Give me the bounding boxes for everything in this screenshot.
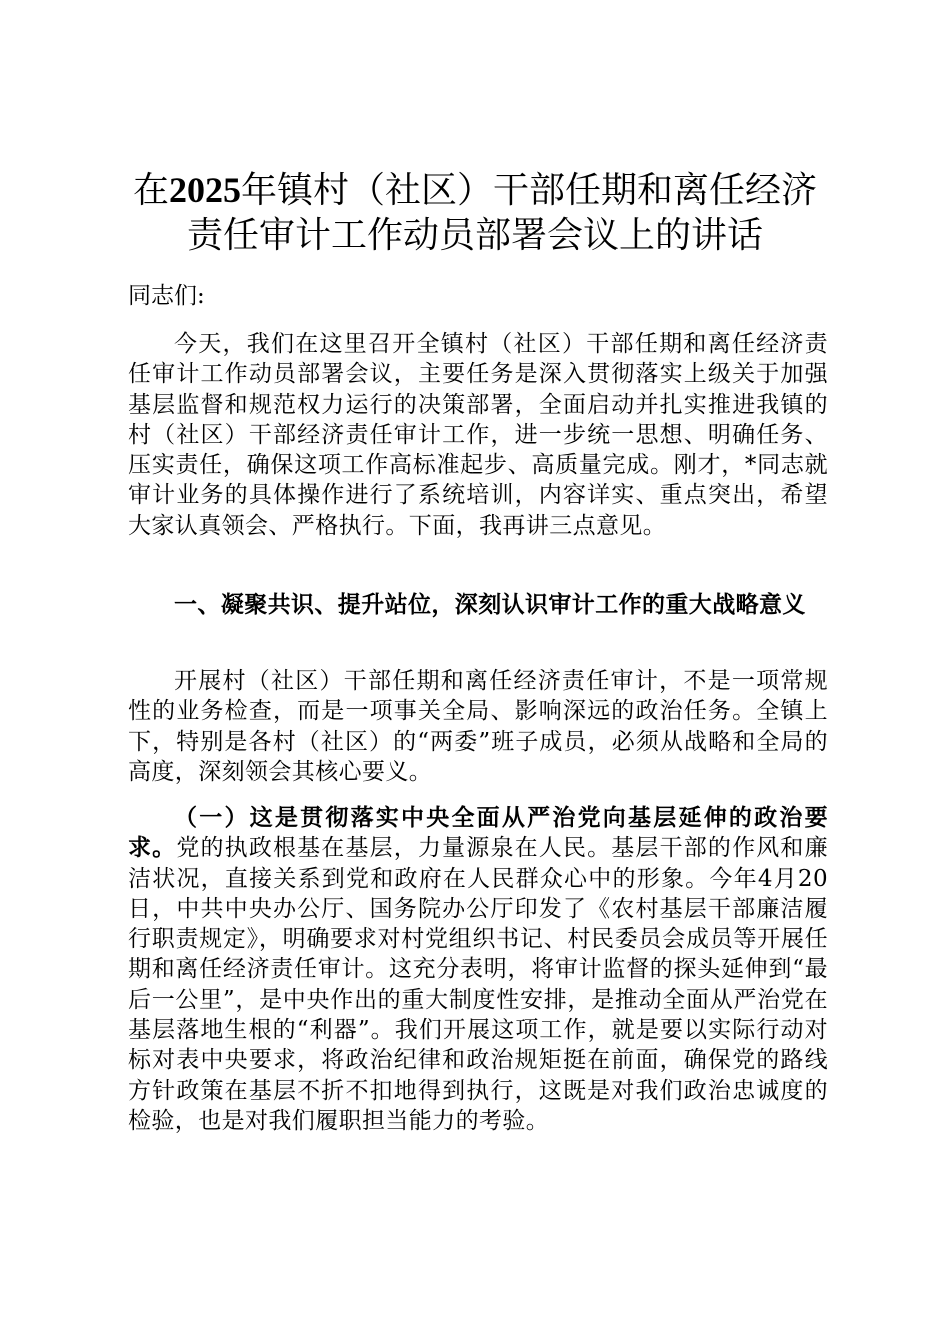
title-line-1-rest: 年镇村（社区）干部任期和离任经济 (241, 170, 818, 211)
intro-paragraph: 今天，我们在这里召开全镇村（社区）干部任期和离任经济责任审计工作动员部署会议，主要任务是深入贯彻落实上级关于加强基层监督和规范权力运行的决策部署，全面启动并扎实推进我镇的村（社区）干部经济责任审计工作，进一步统一思想、明确任务、压实责任，确保这项工作高标准起步、高质量完成。刚才，*同志就审计业务的具体操作进行了系统培训，内容详实、重点突出，希望大家认真领会、严格执行。下面，我再讲三点意见。 (128, 331, 828, 539)
section-1-paragraph: 开展村（社区）干部任期和离任经济责任审计，不是一项常规性的业务检查，而是一项事关全局、影响深远的政治任务。全镇上下，特别是各村（社区）的“两委”班子成员，必须从战略和全局的高度，深刻领会其核心要义。 (128, 668, 828, 785)
subsection-1-paragraph (128, 803, 828, 1136)
section-1-heading: 一、凝聚共识、提升站位，深刻认识审计工作的重大战略意义 (174, 591, 806, 618)
salutation: 同志们: (128, 283, 205, 309)
subsection-1-lead: （一）这是贯彻落实中央全面从严治党向基层延伸的政治要求。 (128, 804, 828, 862)
title-year: 2025 (169, 170, 241, 210)
subsection-1-body: 党的执政根基在基层，力量源泉在人民。基层干部的作风和廉洁状况，直接关系到党和政府在人民群众心中的形象。今年4月20日，中共中央办公厅、国务院办公厅印发了《农村基层干部廉洁履行职责规定》，明确要求对村党组织书记、村民委员会成员等开展任期和离任经济责任审计。这充分表明，将审计监督的探头延伸到“最后一公里”，是中央作出的重大制度性安排，是推动全面从严治党在基层落地生根的“利器”。我们开展这项工作，就是要以实际行动对标对表中央要求，将政治纪律和政治规矩挺在前面，确保党的路线方针政策在基层不折不扣地得到执行，这既是对我们政治忠诚度的检验，也是对我们履职担当能力的考验。 (128, 835, 828, 1134)
title-prefix: 在 (132, 170, 169, 211)
document-title (100, 168, 850, 258)
title-line-2: 责任审计工作动员部署会议上的讲话 (186, 215, 763, 256)
